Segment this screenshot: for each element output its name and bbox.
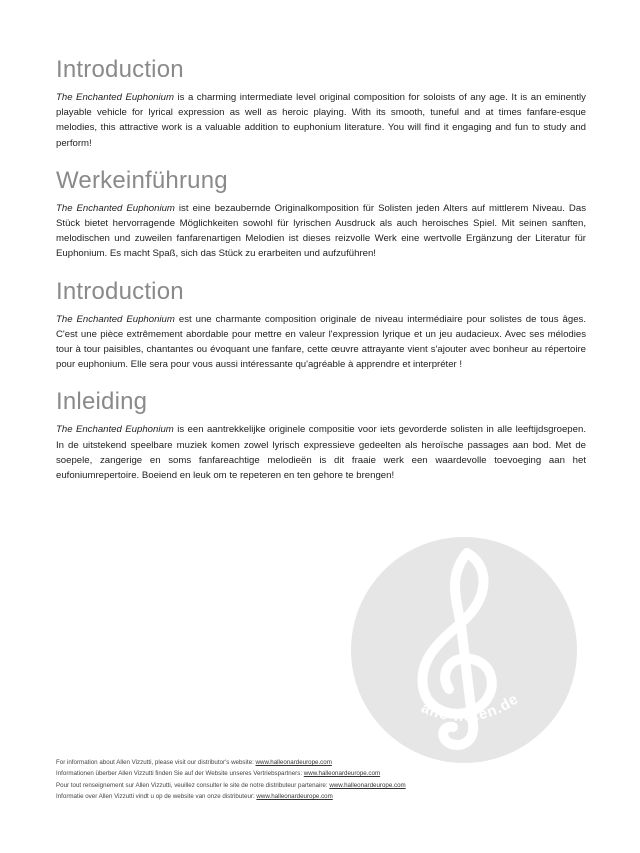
section-paragraph [56,201,586,262]
distributor-link[interactable]: www.halleonardeurope.com [256,793,333,801]
work-title: The Enchanted Euphonium [56,424,174,436]
section-paragraph [56,422,586,483]
section-fr [56,278,586,373]
distributor-link[interactable]: www.halleonardeurope.com [329,781,406,789]
paragraph-text: is een aantrekkelijke originele compositie voor iets gevorderde solisten in alle leeftijdsgroepen. In de uitstekend speelbare muziek komen zowel lyrisch expressieve gedeelten als heroïsche passages aan bod. Met de soepele, zangerige en soms fanfareachtige melodieën is dit fraaie werk een waardevolle toevoeging aan het eufoniumrepertoire. Boeiend en leuk om te repeteren en ten gehore te brengen! [56,424,586,482]
section-heading: Introduction [56,56,184,83]
distributor-link[interactable]: www.halleonardeurope.com [303,770,381,778]
watermark-text: alle-noten.de [418,690,523,726]
distributor-link[interactable]: www.halleonardeurope.com [255,759,332,766]
section-heading: Introduction [56,277,184,305]
footer-line-fr: Pour tout renseignement sur Allen Vizzutti, veuillez consulter le site de notre distributeur partenaire: www.halleonardeurope.com [56,781,406,789]
section-heading: Werkeinführung [56,166,228,194]
footer-line-en: For information about Allen Vizzutti, please visit our distributor's website: www.halleonardeurope.com [56,759,332,766]
footer-line-nl: Informatie over Allen Vizzutti vindt u op de website van onze distributeur: www.halleonardeurope.com [56,793,333,801]
treble-clef-icon [349,535,579,765]
footer [56,757,596,803]
section-en [56,56,586,151]
section-paragraph [56,90,586,151]
footer-line-de: Informationen überber Allen Vizzutti finden Sie auf der Website unseres Vertriebspartners: www.halleonardeurope.com [56,770,381,778]
work-title: The Enchanted Euphonium [56,92,174,103]
section-paragraph [56,312,586,373]
section-heading: Inleiding [56,388,148,416]
paragraph-text: est une charmante composition originale de niveau intermédiaire pour solistes de tous âges. C'est une pièce extrêmement abordable pour mettre en valeur l'expression lyrique et un jeu audacieux. Avec ses mélodies tour à tour paisibles, chantantes ou évoquant une fanfare, cette œuvre attrayante vient s'ajouter avec bonheur au répertoire pour euphonium. Elle sera pour vous aussi intéressante qu'agréable à apprendre et interpréter ! [56,313,586,371]
document-body [56,56,586,499]
work-title: The Enchanted Euphonium [56,202,175,214]
paragraph-text: is a charming intermediate level original composition for soloists of any age. It is an eminently playable vehicle for lyrical expression as well as heroic playing. With its smooth, tuneful and at times fanfare-esque melodies, this attractive work is a valuable addition to euphonium literature. You will find it engaging and fun to study and perform! [56,92,586,149]
section-nl [56,388,586,483]
work-title: The Enchanted Euphonium [56,313,175,325]
paragraph-text: ist eine bezaubernde Originalkomposition für Solisten jeden Alters auf mittlerem Niveau. Das Stück bietet hervorragende Möglichkeiten sowohl für lyrischen Ausdruck als auch heroisches Spiel. Mit seinen sanften, melodischen und zuweilen fanfarenartigen Melodien ist dieses reizvolle Werk eine wertvolle Ergänzung der Literatur für Euphonium. Es macht Spaß, sich das Stück zu erarbeiten und aufzuführen! [56,202,586,260]
section-de [56,167,586,262]
